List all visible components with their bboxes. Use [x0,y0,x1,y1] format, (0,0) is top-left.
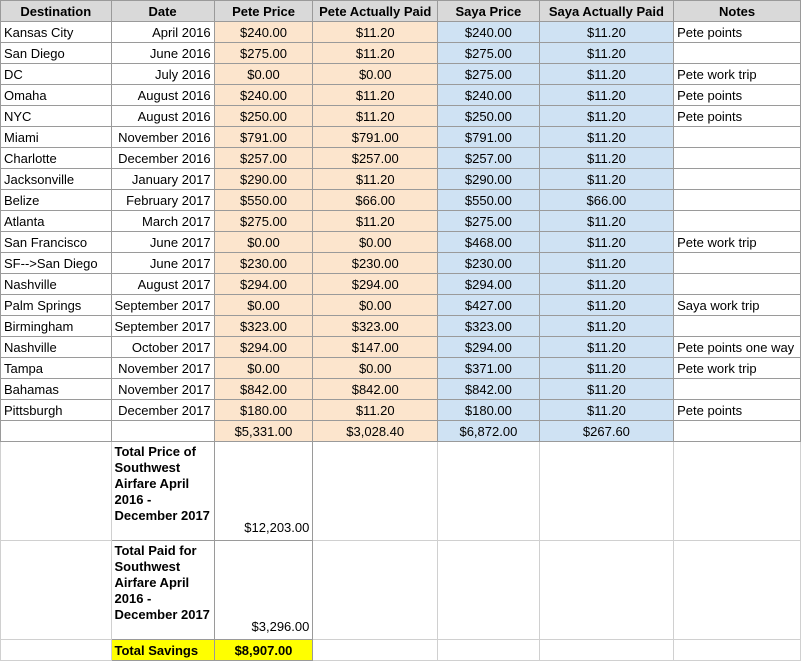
table-row [1,64,801,85]
cell-date[interactable]: August 2016 [111,106,214,127]
header-row [1,1,801,22]
cell-pete-price[interactable]: $290.00 [214,169,313,190]
cell-date[interactable]: November 2016 [111,127,214,148]
cell-saya-price[interactable]: $250.00 [438,106,540,127]
totals-row [1,421,801,442]
cell-saya-paid[interactable]: $11.20 [539,253,673,274]
cell-date[interactable]: November 2017 [111,358,214,379]
cell-pete-paid[interactable]: $66.00 [313,190,438,211]
cell-destination[interactable]: DC [1,64,112,85]
cell-notes[interactable] [674,127,801,148]
header-notes[interactable]: Notes [674,1,801,22]
cell-saya-paid[interactable]: $11.20 [539,148,673,169]
cell-saya-paid[interactable]: $11.20 [539,211,673,232]
total-saya-price[interactable]: $6,872.00 [438,421,540,442]
table-row [1,211,801,232]
cell-date[interactable]: March 2017 [111,211,214,232]
cell-saya-price[interactable]: $180.00 [438,400,540,421]
cell-saya-paid[interactable]: $11.20 [539,295,673,316]
cell-pete-paid[interactable]: $11.20 [313,106,438,127]
cell-saya-paid[interactable]: $11.20 [539,232,673,253]
total-paid-value[interactable]: $3,296.00 [214,541,313,640]
cell-notes[interactable] [674,379,801,400]
cell-saya-price[interactable]: $294.00 [438,274,540,295]
cell-pete-price[interactable]: $323.00 [214,316,313,337]
total-paid-row [1,541,801,640]
cell-saya-price[interactable]: $427.00 [438,295,540,316]
cell-date[interactable]: August 2017 [111,274,214,295]
cell-destination[interactable]: Palm Springs [1,295,112,316]
cell-saya-paid[interactable]: $11.20 [539,337,673,358]
cell-pete-price[interactable]: $0.00 [214,232,313,253]
cell-saya-price[interactable]: $240.00 [438,85,540,106]
total-paid-label[interactable]: Total Paid for Southwest Airfare April 2016 - December 2017 [111,541,214,640]
cell-empty[interactable] [1,421,112,442]
table-row [1,127,801,148]
cell-notes[interactable] [674,253,801,274]
cell-pete-price[interactable]: $275.00 [214,211,313,232]
cell-pete-paid[interactable]: $147.00 [313,337,438,358]
cell-destination[interactable]: San Diego [1,43,112,64]
cell-pete-price[interactable]: $0.00 [214,358,313,379]
cell-saya-paid[interactable]: $66.00 [539,190,673,211]
cell-pete-paid[interactable]: $11.20 [313,43,438,64]
table-row [1,337,801,358]
cell-pete-paid[interactable]: $11.20 [313,169,438,190]
cell-pete-price[interactable]: $0.00 [214,64,313,85]
cell-saya-paid[interactable]: $11.20 [539,316,673,337]
cell-notes[interactable]: Pete points [674,106,801,127]
cell-empty[interactable] [1,442,112,541]
table-row [1,400,801,421]
table-row [1,169,801,190]
cell-notes[interactable]: Pete work trip [674,232,801,253]
cell-destination[interactable]: SF-->San Diego [1,253,112,274]
cell-destination[interactable]: Nashville [1,274,112,295]
cell-empty[interactable] [313,442,438,541]
cell-notes[interactable]: Pete points one way [674,337,801,358]
total-price-label[interactable]: Total Price of Southwest Airfare April 2016 - December 2017 [111,442,214,541]
cell-destination[interactable]: Jacksonville [1,169,112,190]
cell-empty[interactable] [313,541,438,640]
cell-destination[interactable]: Charlotte [1,148,112,169]
cell-pete-price[interactable]: $257.00 [214,148,313,169]
cell-notes[interactable] [674,211,801,232]
cell-notes[interactable] [674,148,801,169]
table-row [1,43,801,64]
cell-notes[interactable]: Pete work trip [674,64,801,85]
cell-saya-paid[interactable]: $11.20 [539,169,673,190]
cell-destination[interactable]: Tampa [1,358,112,379]
cell-saya-paid[interactable]: $11.20 [539,106,673,127]
header-saya-price[interactable]: Saya Price [438,1,540,22]
cell-destination[interactable]: Nashville [1,337,112,358]
cell-notes[interactable] [674,274,801,295]
cell-saya-paid[interactable]: $11.20 [539,274,673,295]
cell-saya-paid[interactable]: $11.20 [539,22,673,43]
cell-saya-paid[interactable]: $11.20 [539,64,673,85]
cell-date[interactable]: June 2016 [111,43,214,64]
cell-destination[interactable]: Bahamas [1,379,112,400]
table-row [1,316,801,337]
cell-pete-paid[interactable]: $294.00 [313,274,438,295]
cell-saya-paid[interactable]: $11.20 [539,400,673,421]
cell-pete-price[interactable]: $275.00 [214,43,313,64]
cell-saya-paid[interactable]: $11.20 [539,358,673,379]
cell-pete-price[interactable]: $180.00 [214,400,313,421]
cell-saya-price[interactable]: $550.00 [438,190,540,211]
cell-notes[interactable]: Pete points [674,400,801,421]
cell-saya-price[interactable]: $275.00 [438,43,540,64]
cell-date[interactable]: July 2016 [111,64,214,85]
cell-notes[interactable]: Saya work trip [674,295,801,316]
cell-pete-paid[interactable]: $11.20 [313,85,438,106]
cell-saya-price[interactable]: $842.00 [438,379,540,400]
cell-destination[interactable]: NYC [1,106,112,127]
cell-pete-paid[interactable]: $11.20 [313,22,438,43]
cell-pete-price[interactable]: $294.00 [214,274,313,295]
cell-pete-paid[interactable]: $0.00 [313,358,438,379]
table-row [1,253,801,274]
cell-destination[interactable]: Belize [1,190,112,211]
cell-pete-price[interactable]: $240.00 [214,85,313,106]
cell-date[interactable]: September 2017 [111,295,214,316]
cell-saya-paid[interactable]: $11.20 [539,43,673,64]
cell-empty[interactable] [539,640,673,661]
cell-saya-price[interactable]: $290.00 [438,169,540,190]
cell-pete-price[interactable]: $550.00 [214,190,313,211]
cell-empty[interactable] [1,541,112,640]
cell-empty[interactable] [111,421,214,442]
cell-empty[interactable] [438,640,540,661]
cell-saya-price[interactable]: $294.00 [438,337,540,358]
cell-saya-price[interactable]: $791.00 [438,127,540,148]
table-row [1,22,801,43]
cell-pete-price[interactable]: $791.00 [214,127,313,148]
table-row [1,148,801,169]
cell-saya-price[interactable]: $240.00 [438,22,540,43]
cell-pete-price[interactable]: $842.00 [214,379,313,400]
cell-saya-paid[interactable]: $11.20 [539,127,673,148]
cell-pete-price[interactable]: $230.00 [214,253,313,274]
cell-empty[interactable] [539,541,673,640]
total-savings-label[interactable]: Total Savings [111,640,214,661]
table-row [1,190,801,211]
cell-pete-price[interactable]: $0.00 [214,295,313,316]
table-row [1,232,801,253]
cell-pete-paid[interactable]: $0.00 [313,295,438,316]
cell-empty[interactable] [674,442,801,541]
cell-pete-paid[interactable]: $842.00 [313,379,438,400]
cell-destination[interactable]: Omaha [1,85,112,106]
header-pete-price[interactable]: Pete Price [214,1,313,22]
cell-saya-price[interactable]: $275.00 [438,211,540,232]
cell-pete-price[interactable]: $250.00 [214,106,313,127]
cell-destination[interactable]: Pittsburgh [1,400,112,421]
cell-empty[interactable] [539,442,673,541]
cell-empty[interactable] [674,640,801,661]
cell-date[interactable]: August 2016 [111,85,214,106]
cell-notes[interactable] [674,316,801,337]
cell-empty[interactable] [438,442,540,541]
cell-pete-paid[interactable]: $323.00 [313,316,438,337]
total-price-row [1,442,801,541]
total-price-value[interactable]: $12,203.00 [214,442,313,541]
header-saya-paid[interactable]: Saya Actually Paid [539,1,673,22]
total-saya-paid[interactable]: $267.60 [539,421,673,442]
total-pete-price[interactable]: $5,331.00 [214,421,313,442]
cell-notes[interactable]: Pete points [674,22,801,43]
cell-date[interactable]: December 2016 [111,148,214,169]
cell-saya-price[interactable]: $230.00 [438,253,540,274]
table-row [1,295,801,316]
header-pete-paid[interactable]: Pete Actually Paid [313,1,438,22]
table-row [1,379,801,400]
cell-notes[interactable] [674,43,801,64]
header-date[interactable]: Date [111,1,214,22]
cell-date[interactable]: June 2017 [111,253,214,274]
cell-pete-paid[interactable]: $0.00 [313,232,438,253]
total-savings-value[interactable]: $8,907.00 [214,640,313,661]
cell-pete-price[interactable]: $240.00 [214,22,313,43]
cell-date[interactable]: October 2017 [111,337,214,358]
cell-pete-price[interactable]: $294.00 [214,337,313,358]
cell-pete-paid[interactable]: $0.00 [313,64,438,85]
table-row [1,106,801,127]
cell-notes[interactable]: Pete points [674,85,801,106]
header-destination[interactable]: Destination [1,1,112,22]
cell-pete-paid[interactable]: $11.20 [313,400,438,421]
cell-saya-price[interactable]: $257.00 [438,148,540,169]
cell-date[interactable]: January 2017 [111,169,214,190]
cell-pete-paid[interactable]: $11.20 [313,211,438,232]
cell-saya-price[interactable]: $323.00 [438,316,540,337]
cell-notes[interactable] [674,169,801,190]
total-savings-row [1,640,801,661]
cell-date[interactable]: June 2017 [111,232,214,253]
cell-empty[interactable] [313,640,438,661]
cell-empty[interactable] [674,421,801,442]
cell-date[interactable]: September 2017 [111,316,214,337]
cell-saya-price[interactable]: $275.00 [438,64,540,85]
cell-saya-price[interactable]: $371.00 [438,358,540,379]
cell-date[interactable]: November 2017 [111,379,214,400]
cell-destination[interactable]: Kansas City [1,22,112,43]
cell-destination[interactable]: Miami [1,127,112,148]
cell-pete-paid[interactable]: $230.00 [313,253,438,274]
cell-pete-paid[interactable]: $791.00 [313,127,438,148]
cell-date[interactable]: December 2017 [111,400,214,421]
cell-empty[interactable] [674,541,801,640]
table-row [1,85,801,106]
total-pete-paid[interactable]: $3,028.40 [313,421,438,442]
cell-pete-paid[interactable]: $257.00 [313,148,438,169]
cell-date[interactable]: February 2017 [111,190,214,211]
cell-empty[interactable] [438,541,540,640]
cell-saya-price[interactable]: $468.00 [438,232,540,253]
table-row [1,358,801,379]
table-row [1,274,801,295]
cell-destination[interactable]: Birmingham [1,316,112,337]
cell-destination[interactable]: San Francisco [1,232,112,253]
cell-notes[interactable] [674,190,801,211]
cell-destination[interactable]: Atlanta [1,211,112,232]
cell-date[interactable]: April 2016 [111,22,214,43]
cell-saya-paid[interactable]: $11.20 [539,85,673,106]
cell-empty[interactable] [1,640,112,661]
cell-saya-paid[interactable]: $11.20 [539,379,673,400]
cell-notes[interactable]: Pete work trip [674,358,801,379]
